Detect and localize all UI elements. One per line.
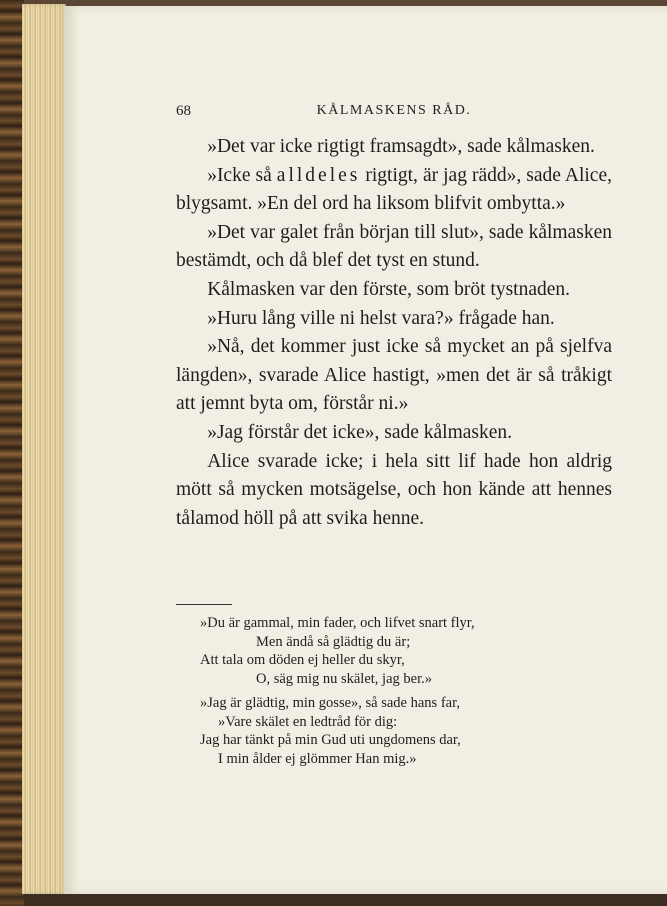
page-number: 68 <box>176 103 191 119</box>
paragraph: »Det var galet från början till slut», sade kålmasken bestämdt, och då blef det tyst en stund. <box>176 221 612 272</box>
poem-line: »Jag är glädtig, min gosse», så sade hans far, <box>200 695 460 711</box>
paragraph: »Huru lång ville ni helst vara?» frågade han. <box>207 307 555 329</box>
book-binding <box>0 0 24 906</box>
page-bottom-shadow <box>24 894 667 906</box>
poem-line: Men ändå så glädtig du är; <box>256 633 411 650</box>
poem-line: I min ålder ej glömmer Han mig.» <box>218 750 417 767</box>
text-run: »Icke så <box>207 164 277 186</box>
paragraph: »Det var icke rigtigt framsagdt», sade kålmasken. <box>207 136 595 157</box>
text-run: rigtigt, är jag rädd», sade Alice, blygsamt. »En del ord ha liksom blifvit ombytta.» <box>176 164 612 215</box>
page-header <box>176 103 612 123</box>
poem-stanza-2 <box>200 694 580 768</box>
running-title: KÅLMASKENS RÅD. <box>316 103 472 118</box>
paragraph: »Jag förstår det icke», sade kålmasken. <box>207 421 513 443</box>
poem-stanza-1 <box>200 614 580 688</box>
poem-line: »Du är gammal, min fader, och lifvet snart flyr, <box>200 615 475 631</box>
poem-line: O, säg mig nu skälet, jag ber.» <box>256 670 432 687</box>
paragraph: Alice svarade icke; i hela sitt lif hade hon aldrig mött så mycken motsägelse, och hon kände att hennes tålamod höll på att svika henne. <box>176 450 612 529</box>
emphasis-text: alldeles <box>276 164 361 186</box>
paragraph: Kålmasken var den förste, som bröt tystnaden. <box>207 278 571 300</box>
page-edges <box>22 4 66 894</box>
prose-body <box>176 133 612 533</box>
poem-line: Jag har tänkt på min Gud uti ungdomens dar, <box>200 732 461 748</box>
poem-separator-rule <box>176 604 232 605</box>
paragraph: »Nå, det kommer just icke så mycket an på sjelfva längden», svarade Alice hastigt, »men det är så tråkigt att jemnt byta om, förstår ni.» <box>176 336 612 415</box>
poem-line: Att tala om döden ej heller du skyr, <box>200 652 405 668</box>
poem-line: »Vare skälet en ledtråd för dig: <box>218 713 398 730</box>
paragraph <box>176 162 612 219</box>
